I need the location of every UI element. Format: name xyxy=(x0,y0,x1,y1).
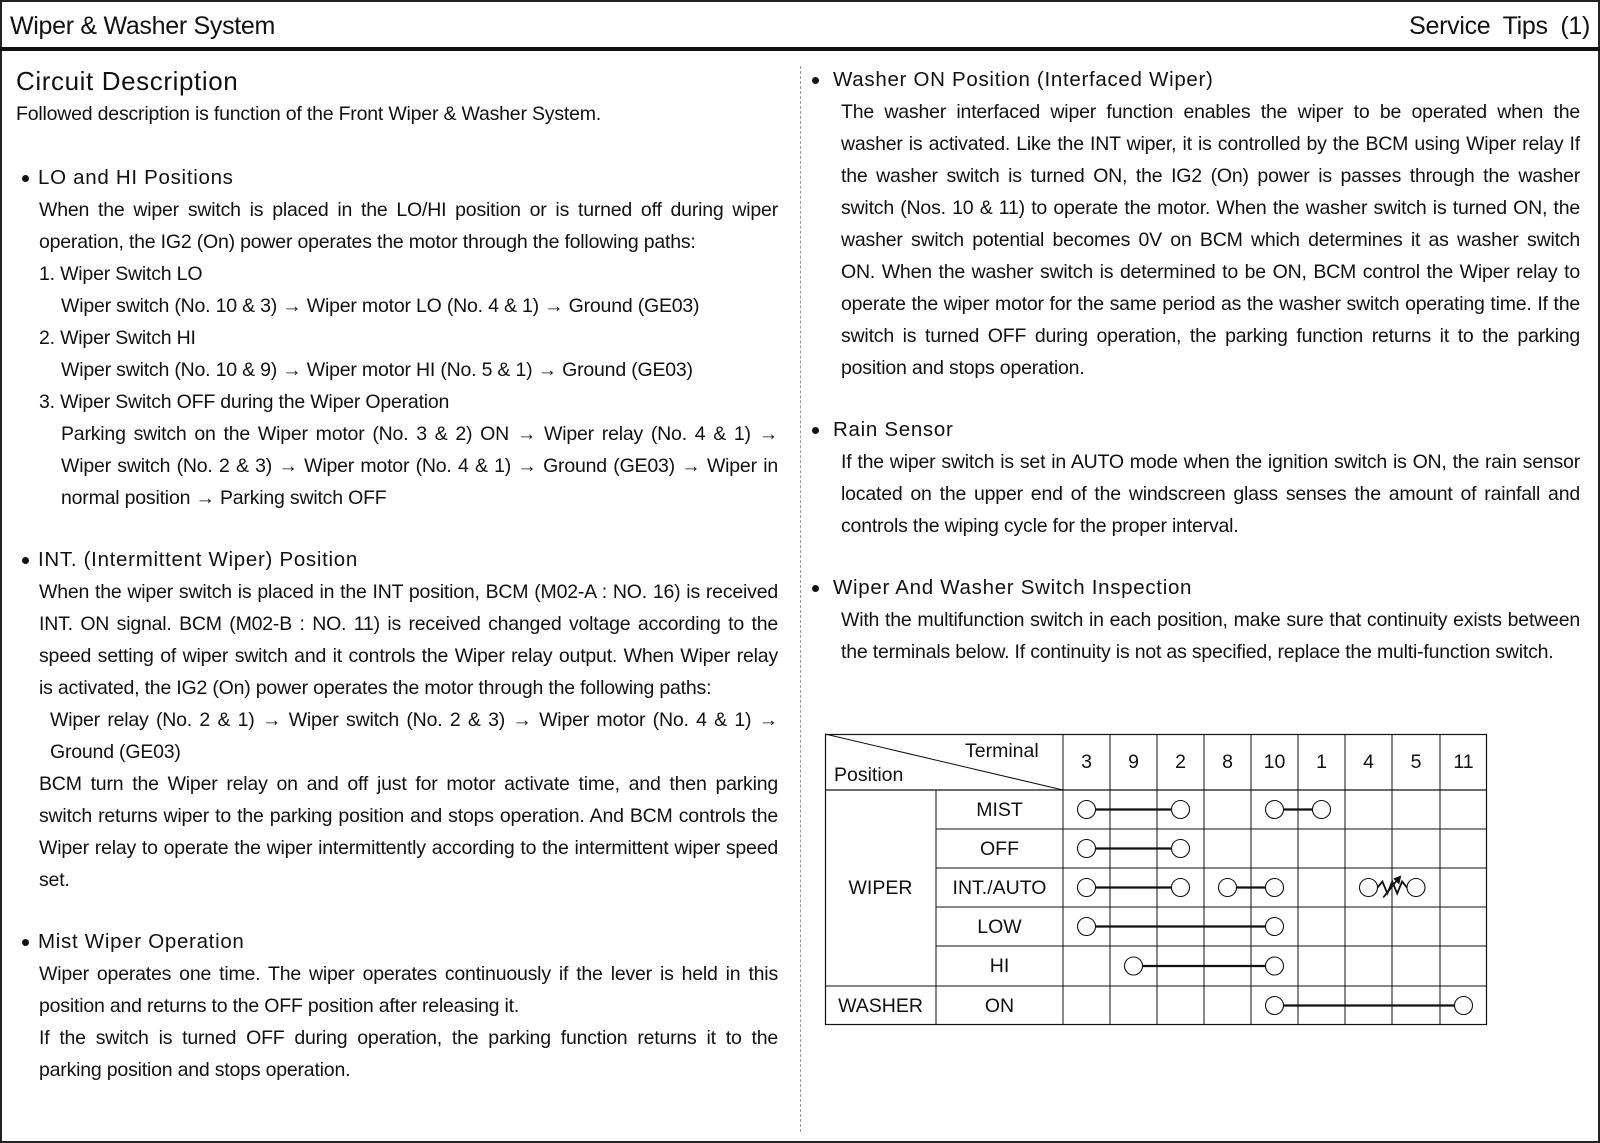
terminal-header-9: 9 xyxy=(1128,751,1139,773)
inspection-body: With the multifunction switch in each position, make sure that continuity exists between the terminals below. If continuity is not as specified, replace the multi-function switch. xyxy=(841,609,1580,663)
terminal-header-3: 3 xyxy=(1081,751,1092,773)
mist-body: Wiper operates one time. The wiper operates continuously if the lever is held in this position and returns to the OFF position after releasing it. xyxy=(39,963,778,1017)
washer-heading: Washer ON Position (Interfaced Wiper) xyxy=(810,64,1580,96)
off-item-path: Parking switch on the Wiper motor (No. 3 & 2) ON → Wiper relay (No. 4 & 1) → Wiper switch (No. 2 & 3) → Wiper motor (No. 4 & 1) → Ground (GE03) → Wiper in normal position → Parking switch OFF xyxy=(61,423,778,509)
group-label-wiper: WIPER xyxy=(848,877,913,899)
mist-heading: Mist Wiper Operation xyxy=(22,926,778,958)
terminal-header-5: 5 xyxy=(1410,751,1422,773)
lo-hi-heading: LO and HI Positions xyxy=(22,162,778,194)
int-body-2: BCM turn the Wiper relay on and off just for motor activate time, and then parking switch returns wiper to the parking position and stops operation. And BCM controls the Wiper relay to operate the wiper intermittently according to the intermittent wiper speed set. xyxy=(39,773,778,891)
int-body: When the wiper switch is placed in the INT position, BCM (M02-A : NO. 16) is received INT. ON signal. BCM (M02-B : NO. 11) is received changed voltage according to the speed setting of wiper switch and it controls the Wiper relay output. When Wiper relay is activated, the IG2 (On) power operates the motor through the following paths: xyxy=(39,581,778,699)
lo-item-title: 1. Wiper Switch LO xyxy=(39,263,203,285)
page-number: (1) xyxy=(1560,12,1590,40)
int-path: Wiper relay (No. 2 & 1) → Wiper switch (No. 2 & 3) → Wiper motor (No. 4 & 1) → Ground (GE03) xyxy=(50,709,778,763)
group-label-washer: WASHER xyxy=(838,994,923,1017)
terminal-header-11: 11 xyxy=(1453,751,1474,773)
intro-text: Followed description is function of the Front Wiper & Washer System. xyxy=(16,103,601,125)
switch-continuity-table xyxy=(825,734,1488,1026)
mist-section xyxy=(16,926,778,1086)
section-label: Service Tips xyxy=(1409,12,1548,40)
int-section xyxy=(16,544,778,896)
terminal-header-10: 10 xyxy=(1263,751,1286,773)
lo-item-path: Wiper switch (No. 10 & 3) → Wiper motor LO (No. 4 & 1) → Ground (GE03) xyxy=(61,295,700,317)
terminal-header-1: 1 xyxy=(1316,751,1327,773)
rain-sensor-section xyxy=(810,414,1580,542)
circuit-description-title: Circuit Description xyxy=(16,66,239,96)
terminal-header-2: 2 xyxy=(1175,751,1186,773)
position-label-mist: MIST xyxy=(976,798,1023,821)
position-label-int-auto: INT./AUTO xyxy=(952,876,1047,899)
rain-sensor-body: If the wiper switch is set in AUTO mode when the ignition switch is ON, the rain sensor located on the upper end of the windscreen glass senses the amount of rainfall and controls the wiping cycle for the proper interval. xyxy=(841,451,1580,537)
terminal-header-8: 8 xyxy=(1222,751,1233,773)
lo-hi-section xyxy=(16,162,778,514)
right-column xyxy=(810,62,1580,668)
inspection-heading: Wiper And Washer Switch Inspection xyxy=(810,572,1580,604)
position-label-low: LOW xyxy=(977,915,1022,938)
position-label-off: OFF xyxy=(980,837,1019,860)
page-header xyxy=(0,0,1600,51)
washer-body: The washer interfaced wiper function enables the wiper to be operated when the washer is activated. Like the INT wiper, it is controlled by the BCM using Wiper relay If the washer switch is turned ON, the IG2 (On) power is passes through the washer switch (Nos. 10 & 11) to operate the motor. When the washer switch is turned ON, the washer switch potential becomes 0V on BCM which determines it as washer switch ON. When the washer switch is determined to be ON, BCM control the Wiper relay to operate the wiper motor for the same period as the washer switch operating time. If the switch is turned OFF during operation, the parking function returns it to the parking position and stops operation. xyxy=(841,101,1580,379)
column-divider xyxy=(800,66,801,1132)
document-title: Wiper & Washer System xyxy=(10,12,276,40)
left-column xyxy=(16,62,778,1086)
int-heading: INT. (Intermittent Wiper) Position xyxy=(22,544,778,576)
hi-item-title: 2. Wiper Switch HI xyxy=(39,327,196,349)
terminal-header-4: 4 xyxy=(1363,751,1374,773)
mist-body-2: If the switch is turned OFF during operation, the parking function returns it to the parking position and stops operation. xyxy=(39,1027,778,1081)
hi-item-path: Wiper switch (No. 10 & 9) → Wiper motor HI (No. 5 & 1) → Ground (GE03) xyxy=(61,359,693,381)
inspection-section xyxy=(810,572,1580,668)
position-label-on: ON xyxy=(984,994,1015,1017)
off-item-title: 3. Wiper Switch OFF during the Wiper Operation xyxy=(39,391,450,413)
section-page-label xyxy=(1409,12,1590,41)
position-label-hi: HI xyxy=(989,955,1010,977)
washer-section xyxy=(810,64,1580,384)
header-position-label: Position xyxy=(834,764,904,786)
header-terminal-label: Terminal xyxy=(965,740,1039,762)
lo-hi-body: When the wiper switch is placed in the LO/HI position or is turned off during wiper operation, the IG2 (On) power operates the motor through the following paths: xyxy=(39,199,778,253)
rain-sensor-heading: Rain Sensor xyxy=(810,414,1580,446)
